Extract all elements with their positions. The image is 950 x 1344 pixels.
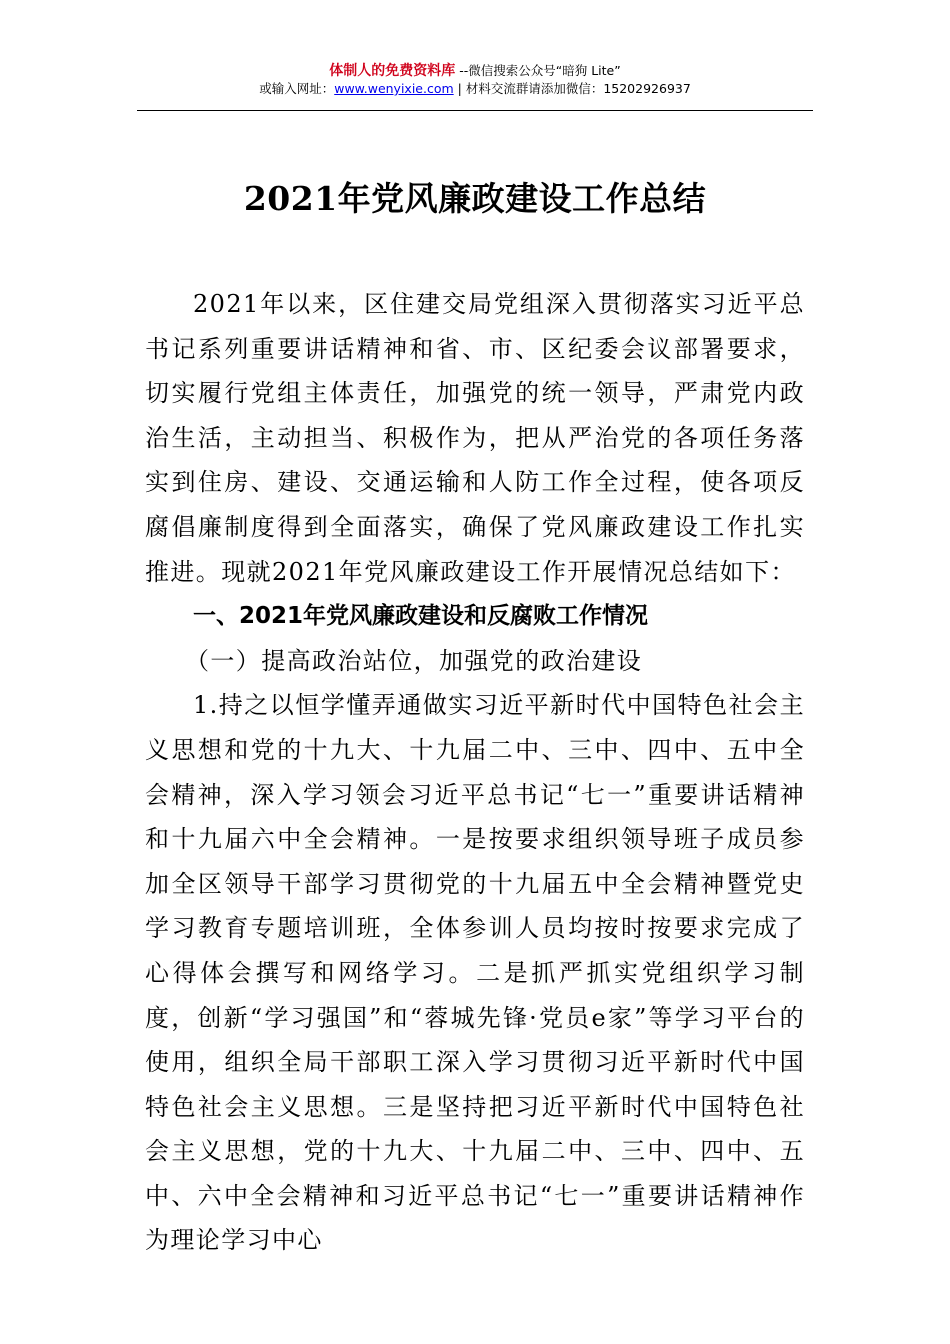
document-body <box>145 282 805 1263</box>
header-divider <box>137 110 813 111</box>
page-header <box>0 62 950 98</box>
header-line-1 <box>0 62 950 80</box>
header-line-2 <box>0 80 950 98</box>
subsection-heading: （一）提高政治站位，加强党的政治建设 <box>185 646 643 675</box>
section-heading: 一、2021年党风廉政建设和反腐败工作情况 <box>193 603 649 630</box>
header-tagline: --微信搜索公众号“暗狗 Lite” <box>455 63 621 78</box>
url-prefix: 或输入网址： <box>259 81 335 96</box>
brand-name: 体制人的免费资料库 <box>329 63 456 79</box>
body-paragraph: 1.持之以恒学懂弄通做实习近平新时代中国特色社会主义思想和党的十九大、十九届二中、三中、四中、五中全会精神，深入学习领会习近平总书记“七一”重要讲话精神和十九届六中全会精神。一是按要求组织领导班子成员参加全区领导干部学习贯彻党的十九届五中全会精神暨党史学习教育专题培训班，全体参训人员均按时按要求完成了心得体会撰写和网络学习。二是抓严抓实党组织学习制度，创新“学习强国”和“蓉城先锋·党员e家”等学习平台的使用，组织全局干部职工深入学习贯彻习近平新时代中国特色社会主义思想。三是坚持把习近平新时代中国特色社会主义思想，党的十九大、十九届二中、三中、四中、五中、六中全会精神和习近平总书记“七一”重要讲话精神作为理论学习中心 <box>145 691 805 1255</box>
website-link[interactable]: www.wenyixie.com <box>334 81 454 96</box>
intro-paragraph: 2021年以来，区住建交局党组深入贯彻落实习近平总书记系列重要讲话精神和省、市、区纪委会议部署要求，切实履行党组主体责任，加强党的统一领导，严肃党内政治生活，主动担当、积极作为，把从严治党的各项任务落实到住房、建设、交通运输和人防工作全过程，使各项反腐倡廉制度得到全面落实，确保了党风廉政建设工作扎实推进。现就2021年党风廉政建设工作开展情况总结如下： <box>145 290 805 586</box>
document-title: 2021年党风廉政建设工作总结 <box>243 179 707 218</box>
contact-info: | 材料交流群请添加微信：15202926937 <box>453 81 691 96</box>
